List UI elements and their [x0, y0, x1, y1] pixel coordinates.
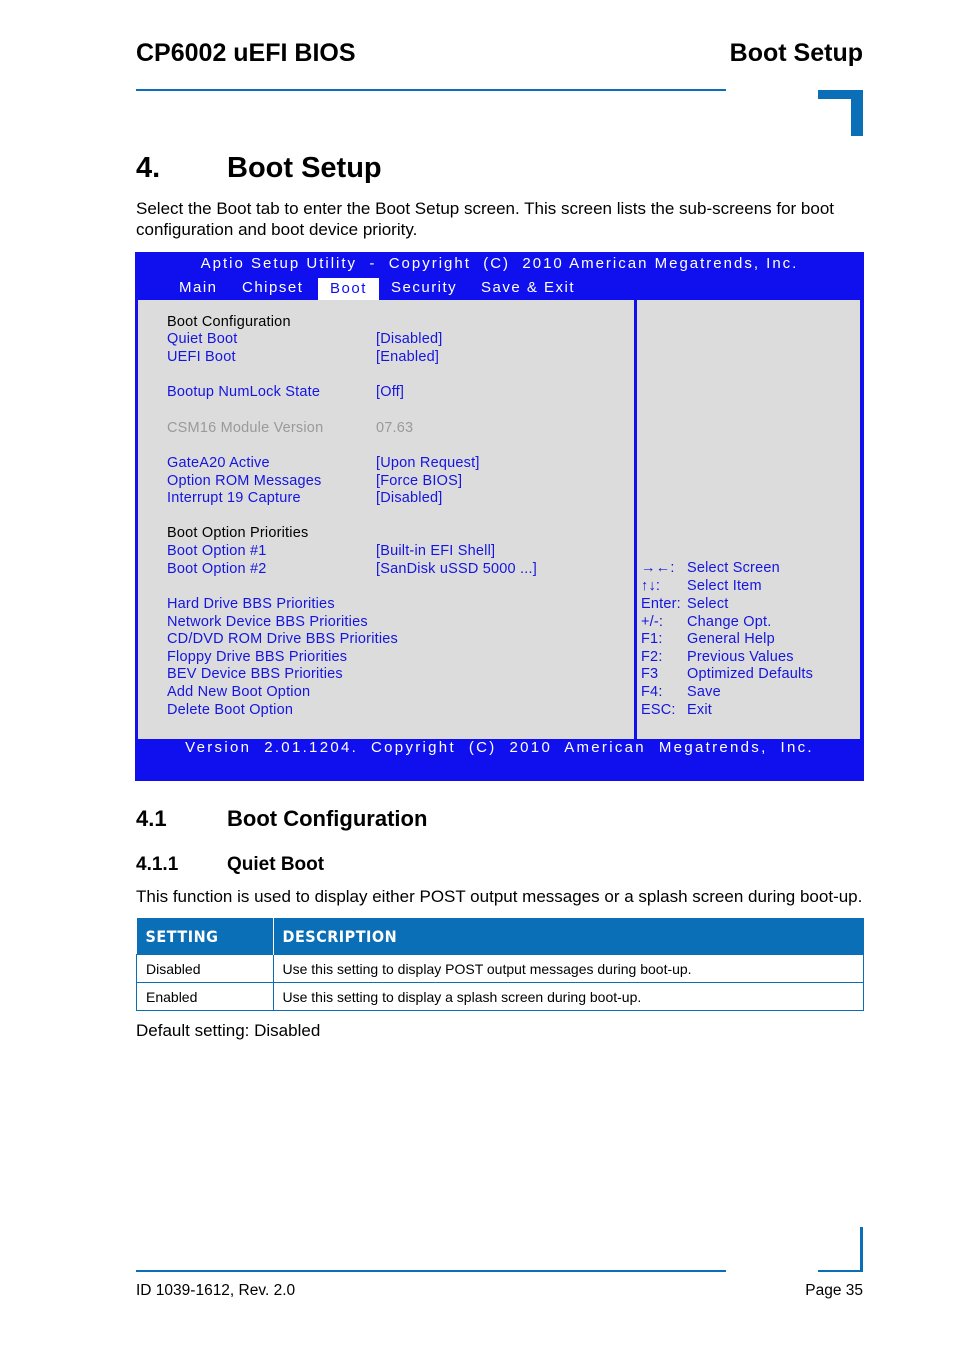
bios-item-add-boot-option[interactable]: Add New Boot Option	[167, 684, 311, 700]
bios-group-boot-configuration: Boot Configuration	[167, 314, 291, 330]
chapter-number: 4.	[136, 152, 161, 184]
bios-tab-main[interactable]: Main	[179, 279, 218, 296]
bios-screen	[135, 252, 864, 781]
bios-help-action: Select Screen	[687, 560, 780, 576]
bios-item-gatea20-active[interactable]: GateA20 Active	[167, 455, 270, 471]
subsection-title: Quiet Boot	[227, 854, 325, 875]
bios-item-uefi-boot[interactable]: UEFI Boot	[167, 349, 236, 365]
bios-help-action: Change Opt.	[687, 614, 772, 630]
bios-help-action: Optimized Defaults	[687, 666, 814, 682]
bios-item-delete-boot-option[interactable]: Delete Boot Option	[167, 702, 294, 718]
bios-group-boot-option-priorities: Boot Option Priorities	[167, 525, 309, 541]
bios-value-boot-option-1[interactable]: [Built-in EFI Shell]	[376, 543, 496, 559]
default-setting: Default setting: Disabled	[136, 1021, 321, 1040]
bios-value-numlock-state[interactable]: [Off]	[376, 384, 405, 400]
bios-value-csm16-version: 07.63	[376, 420, 414, 436]
bios-value-gatea20-active[interactable]: [Upon Request]	[376, 455, 480, 471]
bios-help-key: Enter:	[641, 596, 681, 612]
bios-help-action: General Help	[687, 631, 775, 647]
bios-help-key: F3	[641, 666, 659, 682]
bios-item-boot-option-1[interactable]: Boot Option #1	[167, 543, 267, 559]
table-header-description: DESCRIPTION	[273, 918, 864, 955]
bios-version-footer: Version 2.01.1204. Copyright (C) 2010 American Megatrends, Inc.	[185, 739, 814, 756]
bios-item-boot-option-2[interactable]: Boot Option #2	[167, 561, 267, 577]
chapter-intro: Select the Boot tab to enter the Boot Setup screen. This screen lists the sub-screens for boot configuration and boot device priority.	[136, 199, 835, 239]
bios-item-bev-device-bbs[interactable]: BEV Device BBS Priorities	[167, 666, 343, 682]
bios-help-key: +/-:	[641, 614, 664, 630]
corner-mark-vertical	[851, 90, 863, 136]
bios-value-quiet-boot[interactable]: [Disabled]	[376, 331, 443, 347]
bios-item-interrupt-19-capture[interactable]: Interrupt 19 Capture	[167, 490, 301, 506]
footer-rule	[136, 1270, 726, 1272]
settings-table	[136, 918, 864, 1011]
bios-value-uefi-boot[interactable]: [Enabled]	[376, 349, 440, 365]
bios-item-cd-dvd-bbs[interactable]: CD/DVD ROM Drive BBS Priorities	[167, 631, 398, 647]
bios-item-network-device-bbs[interactable]: Network Device BBS Priorities	[167, 614, 368, 630]
bios-tab-chipset[interactable]: Chipset	[242, 279, 304, 296]
bios-help-key: F1:	[641, 631, 663, 647]
table-cell-setting: Disabled	[137, 955, 274, 983]
bios-help-key: F2:	[641, 649, 663, 665]
table-row	[137, 983, 864, 1011]
bios-main-panel	[138, 300, 860, 739]
bios-item-csm16-version: CSM16 Module Version	[167, 420, 324, 436]
bios-item-quiet-boot[interactable]: Quiet Boot	[167, 331, 238, 347]
bios-panel-divider	[634, 300, 637, 739]
bios-item-numlock-state[interactable]: Bootup NumLock State	[167, 384, 321, 400]
bios-value-boot-option-2[interactable]: [SanDisk uSSD 5000 ...]	[376, 561, 537, 577]
bios-help-key: F4:	[641, 684, 663, 700]
footer-corner-mark	[860, 1227, 863, 1272]
section-title: Boot Configuration	[227, 806, 428, 831]
bios-title: Aptio Setup Utility - Copyright (C) 2010 American Megatrends, Inc.	[200, 255, 799, 272]
bios-tab-boot[interactable]: Boot	[318, 278, 379, 300]
table-cell-description: Use this setting to display POST output messages during boot-up.	[273, 955, 864, 983]
bios-help-action: Save	[687, 684, 721, 700]
footer-corner-mark-horizontal	[818, 1270, 863, 1272]
bios-tab-security[interactable]: Security	[391, 279, 458, 296]
table-cell-description: Use this setting to display a splash screen during boot-up.	[273, 983, 864, 1011]
bios-help-key: ESC:	[641, 702, 676, 718]
bios-tab-save-exit[interactable]: Save & Exit	[481, 279, 576, 296]
table-row	[137, 955, 864, 983]
header-rule	[136, 89, 726, 91]
subsection-description: This function is used to display either POST output messages or a splash screen during boot-up.	[136, 887, 863, 906]
section-number: 4.1	[136, 806, 167, 831]
section-header: Boot Setup	[729, 39, 863, 67]
chapter-title: Boot Setup	[227, 152, 382, 184]
table-cell-setting: Enabled	[137, 983, 274, 1011]
bios-help-action: Exit	[687, 702, 712, 718]
table-header-setting: SETTING	[137, 918, 274, 955]
bios-item-floppy-drive-bbs[interactable]: Floppy Drive BBS Priorities	[167, 649, 348, 665]
bios-value-option-rom-messages[interactable]: [Force BIOS]	[376, 473, 463, 489]
page-number: Page 35	[805, 1282, 863, 1299]
bios-item-option-rom-messages[interactable]: Option ROM Messages	[167, 473, 322, 489]
subsection-number: 4.1.1	[136, 854, 179, 875]
table-header-row	[137, 918, 864, 955]
document-id: ID 1039-1612, Rev. 2.0	[136, 1282, 296, 1299]
bios-help-key: ↑↓:	[641, 578, 661, 594]
bios-help-action: Select	[687, 596, 729, 612]
bios-item-hard-drive-bbs[interactable]: Hard Drive BBS Priorities	[167, 596, 335, 612]
bios-help-action: Select Item	[687, 578, 762, 594]
bios-help-action: Previous Values	[687, 649, 794, 665]
document-title: CP6002 uEFI BIOS	[136, 39, 356, 67]
bios-value-interrupt-19-capture[interactable]: [Disabled]	[376, 490, 443, 506]
bios-help-key: →←:	[641, 560, 675, 576]
